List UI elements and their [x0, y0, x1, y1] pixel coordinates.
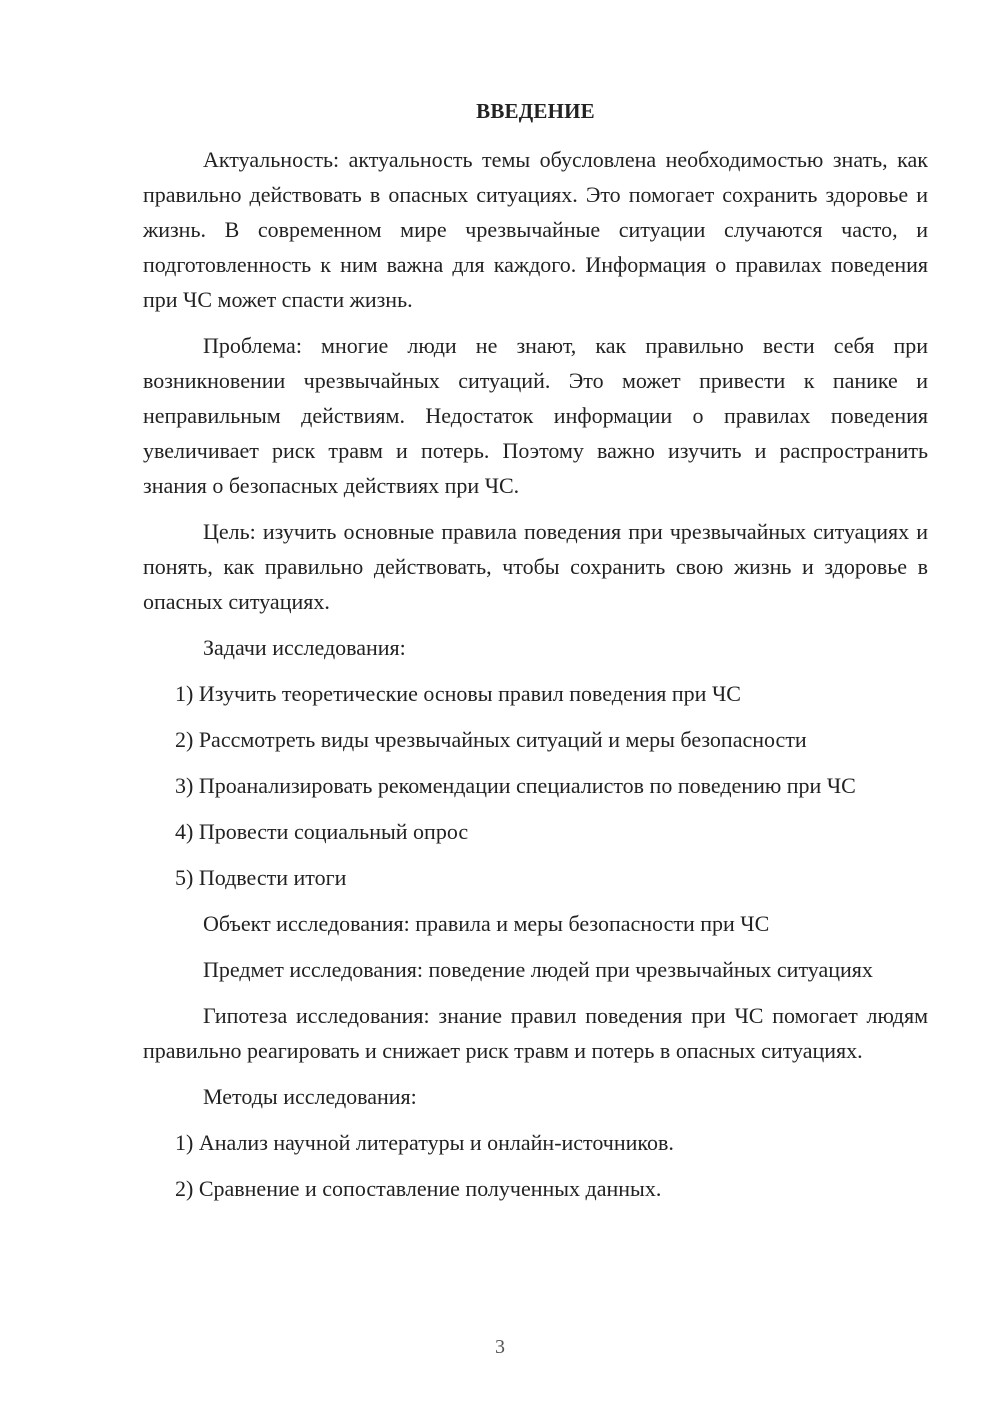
document-body	[143, 142, 928, 1217]
method-item-1: 1) Анализ научной литературы и онлайн-источников.	[175, 1130, 674, 1155]
task-item-4: 4) Провести социальный опрос	[175, 819, 469, 844]
problem-paragraph: Проблема: многие люди не знают, как правильно вести себя при возникновении чрезвычайных ситуаций. Это может привести к панике и неправильным действиям. Недостаток информации о правилах поведения увеличивает риск травм и потерь. Поэтому важно изучить и распространить знания о безопасных действиях при ЧС.	[143, 333, 928, 498]
task-item-2: 2) Рассмотреть виды чрезвычайных ситуаций и меры безопасности	[175, 727, 807, 752]
task-item-5: 5) Подвести итоги	[175, 865, 347, 890]
object-paragraph: Объект исследования: правила и меры безопасности при ЧС	[203, 911, 770, 936]
method-item-2: 2) Сравнение и сопоставление полученных данных.	[175, 1176, 662, 1201]
relevance-paragraph: Актуальность: актуальность темы обусловлена необходимостью знать, как правильно действовать в опасных ситуациях. Это помогает сохранить здоровье и жизнь. В современном мире чрезвычайные ситуации случаются часто, и подготовленность к ним важна для каждого. Информация о правилах поведения при ЧС может спасти жизнь.	[143, 147, 928, 312]
page-number: 3	[495, 1336, 505, 1358]
tasks-title: Задачи исследования:	[203, 635, 406, 660]
subject-paragraph: Предмет исследования: поведение людей при чрезвычайных ситуациях	[203, 957, 873, 982]
hypothesis-paragraph: Гипотеза исследования: знание правил поведения при ЧС помогает людям правильно реагировать и снижает риск травм и потерь в опасных ситуациях.	[143, 1003, 928, 1063]
methods-title: Методы исследования:	[203, 1084, 417, 1109]
section-heading: ВВЕДЕНИЕ	[476, 99, 595, 123]
task-item-1: 1) Изучить теоретические основы правил поведения при ЧС	[175, 681, 741, 706]
goal-paragraph: Цель: изучить основные правила поведения при чрезвычайных ситуациях и понять, как правильно действовать, чтобы сохранить свою жизнь и здоровье в опасных ситуациях.	[143, 519, 928, 614]
task-item-3: 3) Проанализировать рекомендации специалистов по поведению при ЧС	[175, 773, 856, 798]
